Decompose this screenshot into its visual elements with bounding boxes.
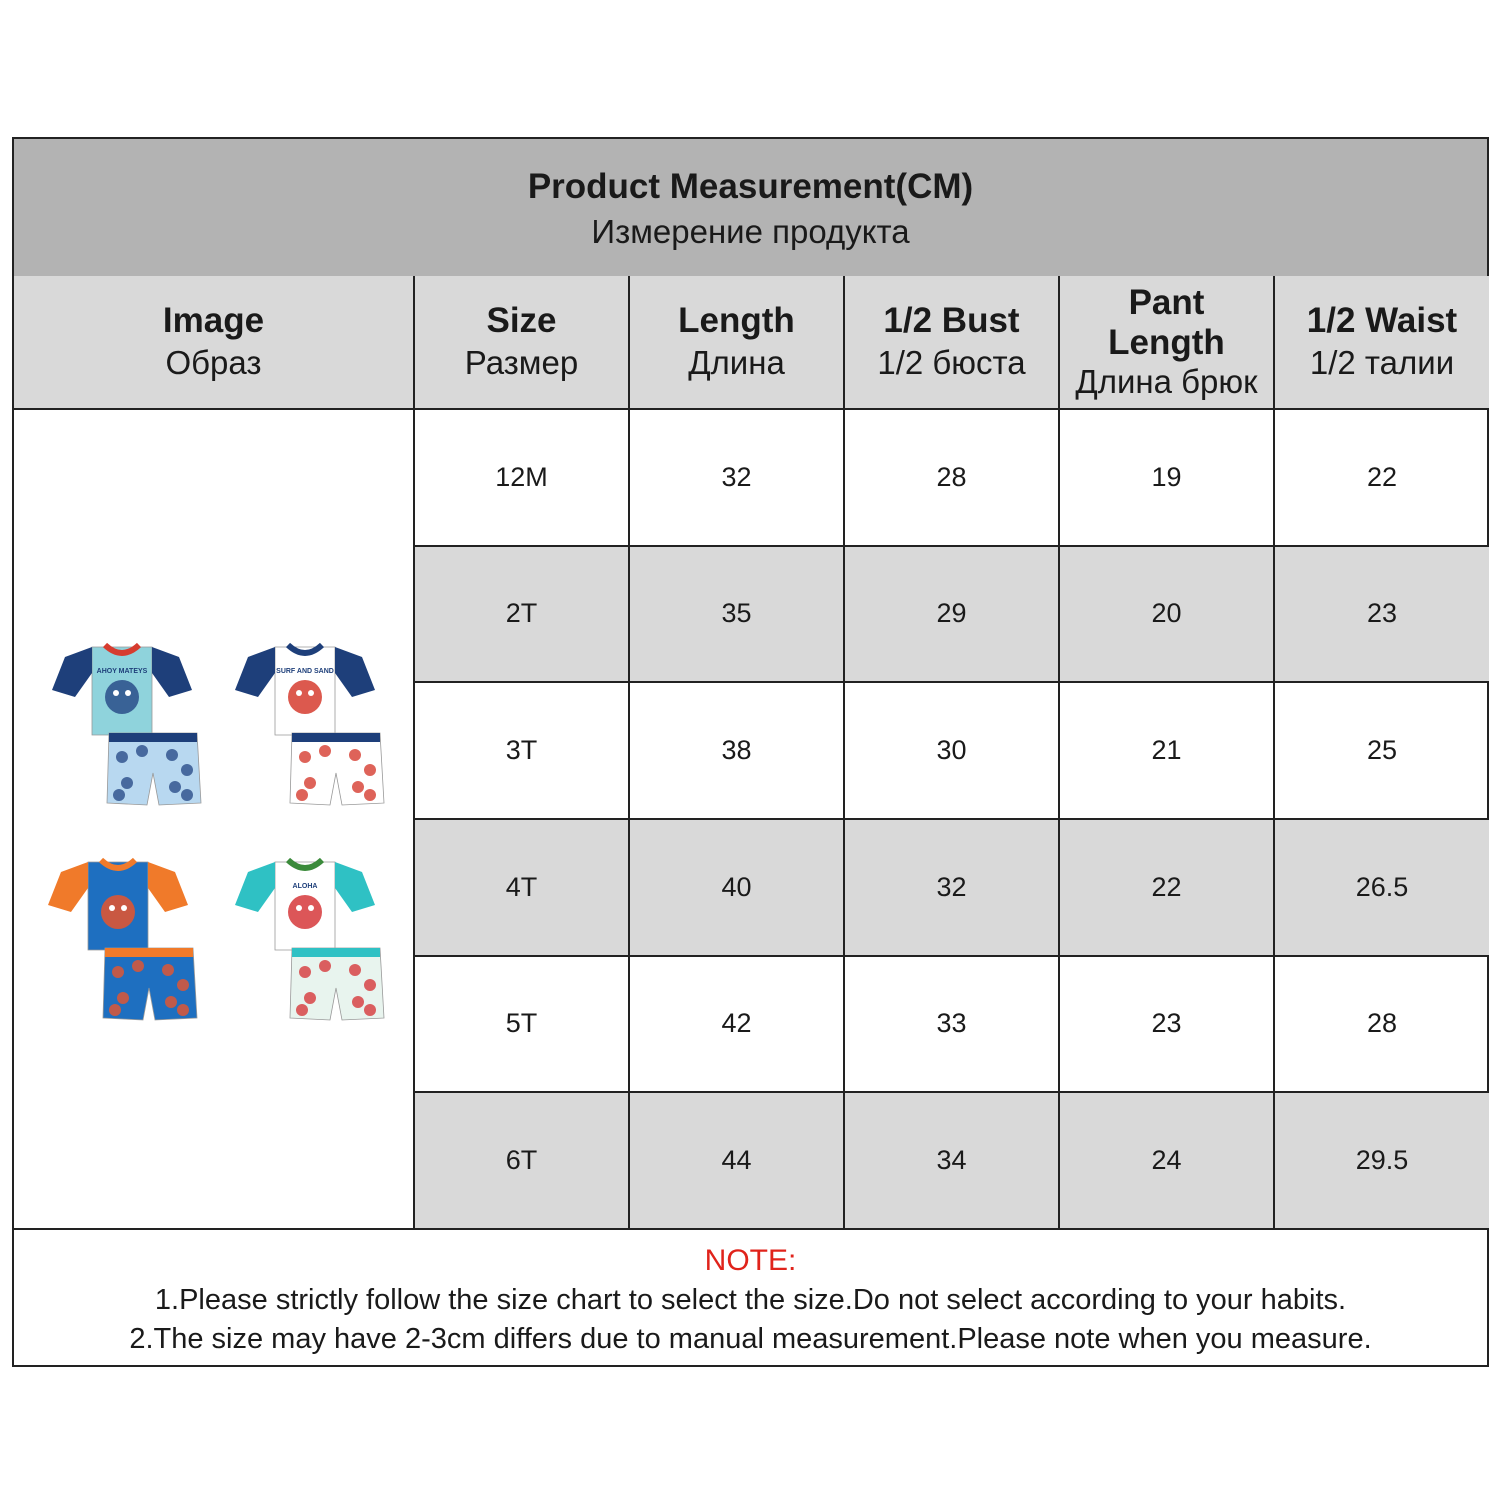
cell-bust: 28 (844, 409, 1059, 546)
cell-bust: 34 (844, 1092, 1059, 1229)
note-line-2: 2.The size may have 2-3cm differs due to manual measurement.Please note when you measure. (129, 1323, 1372, 1355)
cell-size: 12M (414, 409, 629, 546)
header-label-en: Length (678, 301, 795, 340)
cell-bust: 29 (844, 546, 1059, 683)
measurement-table (14, 276, 1489, 1230)
header-label-ru: Размер (464, 344, 579, 381)
header-label-en: Pant Length (1108, 283, 1225, 362)
header-size (414, 276, 629, 409)
cell-pant-length: 20 (1059, 546, 1274, 683)
header-label-ru: Длина (688, 344, 785, 381)
note-title: NOTE: (704, 1244, 797, 1277)
header-label-ru: 1/2 талии (1309, 344, 1455, 381)
note-section (14, 1232, 1487, 1365)
cell-bust: 32 (844, 819, 1059, 956)
cell-size: 5T (414, 956, 629, 1093)
size-row (14, 409, 1489, 546)
tiki-swimsuit-image (230, 850, 400, 1030)
cell-size: 3T (414, 682, 629, 819)
cell-size: 4T (414, 819, 629, 956)
cell-waist: 29.5 (1274, 1092, 1489, 1229)
header-row (14, 276, 1489, 409)
header-length (629, 276, 844, 409)
svg-text:SURF AND SAND: SURF AND SAND (275, 668, 334, 675)
cell-pant-length: 19 (1059, 409, 1274, 546)
header-pant-length (1059, 276, 1274, 409)
cell-pant-length: 23 (1059, 956, 1274, 1093)
cell-waist: 23 (1274, 546, 1489, 683)
header-label-ru: 1/2 бюста (877, 344, 1026, 381)
chart-title-russian: Измерение продукта (591, 213, 910, 250)
cell-size: 6T (414, 1092, 629, 1229)
product-gallery (15, 410, 413, 1228)
shark-swimsuit-image (230, 635, 400, 815)
svg-text:ALOHA: ALOHA (292, 883, 317, 890)
size-chart (12, 137, 1489, 1367)
header-label-ru: Длина брюк (1075, 363, 1258, 400)
cell-length: 42 (629, 956, 844, 1093)
chart-title: Product Measurement(CM) (527, 167, 974, 206)
cell-length: 40 (629, 819, 844, 956)
note-line-1: 1.Please strictly follow the size chart to select the size.Do not select according to your habits. (154, 1284, 1347, 1316)
header-label-ru: Образ (165, 344, 262, 381)
cell-pant-length: 24 (1059, 1092, 1274, 1229)
cell-length: 44 (629, 1092, 844, 1229)
cell-length: 35 (629, 546, 844, 683)
cell-bust: 30 (844, 682, 1059, 819)
cell-waist: 22 (1274, 409, 1489, 546)
header-label-en: 1/2 Waist (1306, 301, 1458, 340)
header-label-en: Image (162, 301, 265, 340)
cell-length: 38 (629, 682, 844, 819)
octopus-swimsuit-image (43, 850, 213, 1030)
cell-pant-length: 21 (1059, 682, 1274, 819)
cell-pant-length: 22 (1059, 819, 1274, 956)
header-label-en: 1/2 Bust (883, 301, 1020, 340)
svg-text:AHOY MATEYS: AHOY MATEYS (96, 668, 147, 675)
header-image (14, 276, 414, 409)
product-images (14, 409, 414, 1229)
cell-bust: 33 (844, 956, 1059, 1093)
header-bust (844, 276, 1059, 409)
cell-waist: 26.5 (1274, 819, 1489, 956)
cell-waist: 25 (1274, 682, 1489, 819)
cell-waist: 28 (1274, 956, 1489, 1093)
pirate-swimsuit-image (47, 635, 217, 815)
header-waist (1274, 276, 1489, 409)
header-label-en: Size (486, 301, 557, 340)
cell-size: 2T (414, 546, 629, 683)
cell-length: 32 (629, 409, 844, 546)
title-band (14, 139, 1487, 278)
